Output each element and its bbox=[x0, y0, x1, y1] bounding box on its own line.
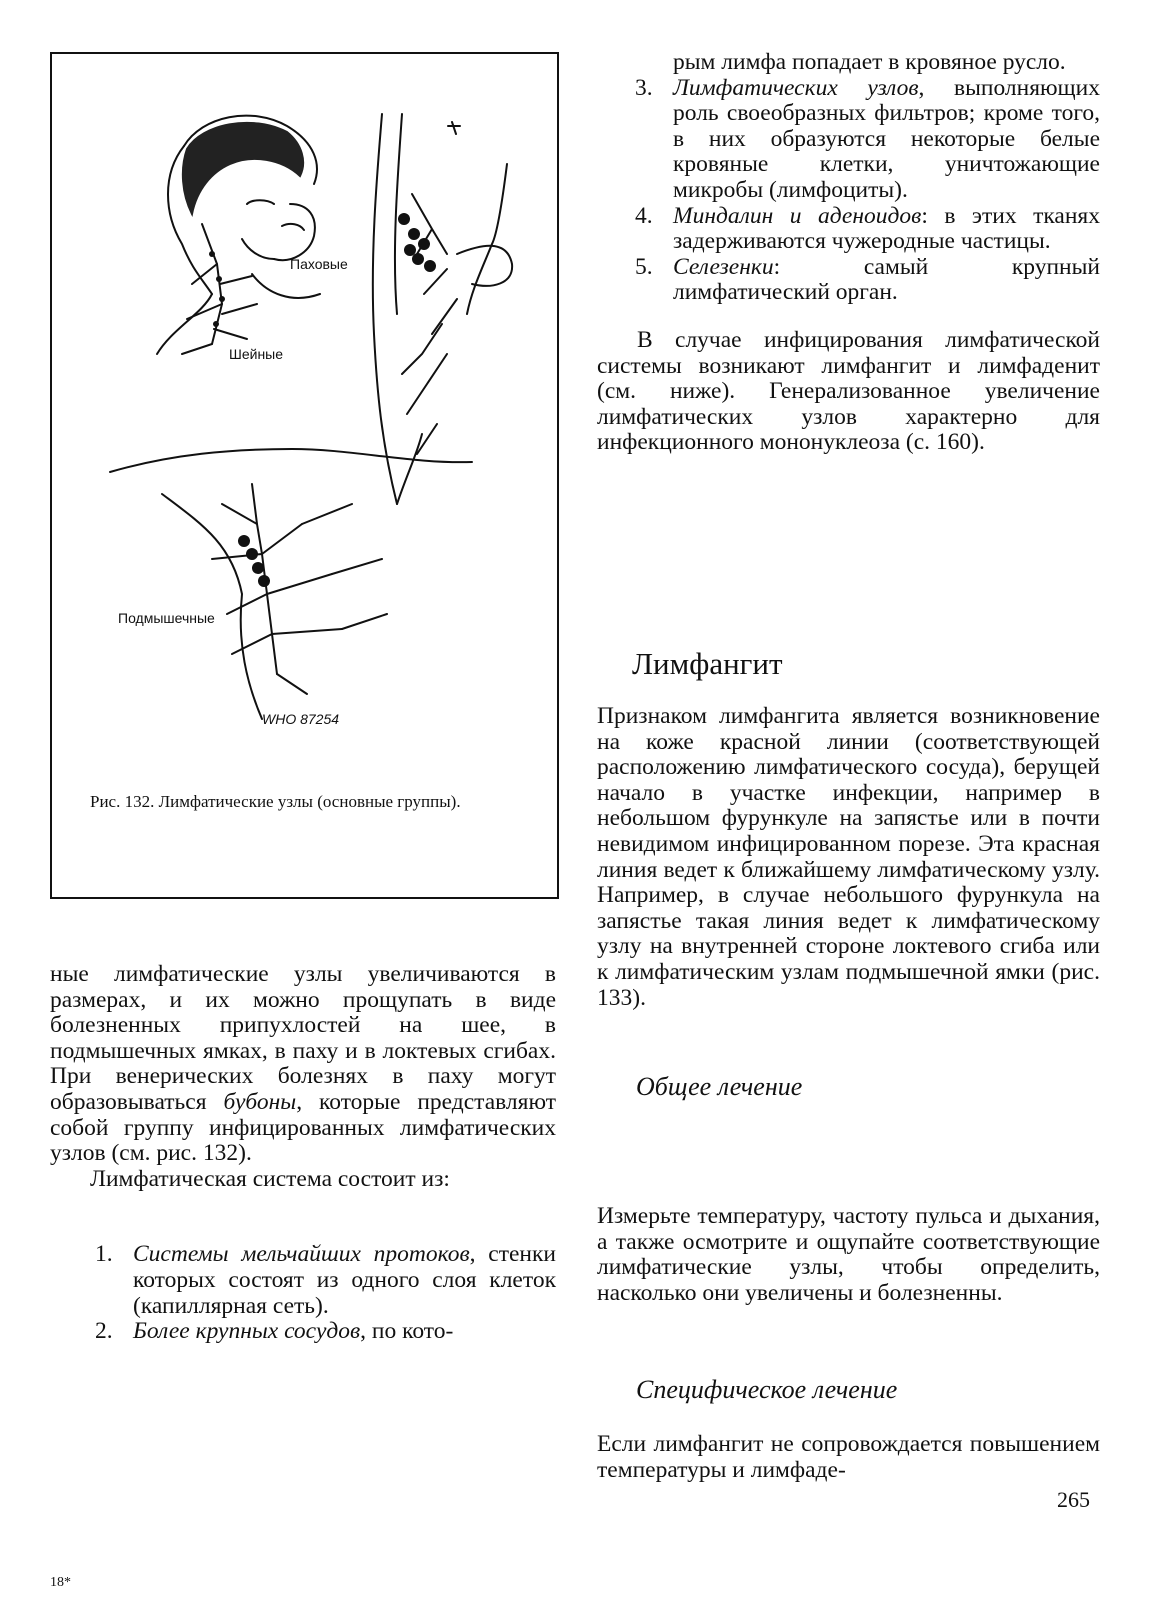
paragraph-specific-treatment: Если лимфангит не сопровождается повышением температуры и лимфаде- bbox=[597, 1431, 1100, 1483]
lymph-nodes-illustration bbox=[52, 54, 557, 897]
label-source: WHO 87254 bbox=[262, 711, 340, 727]
heading-lymphangitis: Лимфангит bbox=[632, 646, 783, 681]
list-item: 5. Селезенки: самый крупный лимфатический орган. bbox=[635, 253, 1100, 306]
figure-caption: Рис. 132. Лимфатические узлы (основные группы). bbox=[90, 792, 461, 811]
right-column-top bbox=[597, 50, 1100, 456]
paragraph-lymphangitis: Признаком лимфангита является возникновение на коже красной линии (соответствующей расположению лимфатического сосуда), берущей начало в участке инфекции, например в небольшом фурункуле на запястье или в почти невидимом инфицированном порезе. Эта красная линия ведет к ближайшему лимфатическому узлу. Например, в случае небольшого фурункула на запястье такая линия ведет к лимфатическому узлу на внутренней стороне локтевого сгиба или к лимфатическим узлам подмышечной ямки (рис. 133). bbox=[597, 703, 1100, 1011]
list-item: 3. Лимфатических узлов, выполняющих роль своеобразных фильтров; кроме того, в них образуются некоторые белые кровяные клетки, уничтожающие микробы (лимфоциты). bbox=[635, 74, 1100, 203]
paragraph-lymph-nodes: ные лимфатические узлы увеличиваются в размерах, и их можно прощупать в виде болезненных припухлостей на шее, в подмышечных ямках, в паху и в локтевых сгибах. При венерических болезнях в паху могут образовываться бубоны, которые представляют собой группу инфицированных лимфатических узлов (см. рис. 132). bbox=[50, 961, 556, 1167]
list-item: 4. Миндалин и аденоидов: в этих тканях задерживаются чужеродные частицы. bbox=[635, 202, 1100, 255]
label-armpit: Подмышечные bbox=[118, 610, 215, 626]
continuation-line: рым лимфа попадает в кровяное русло. bbox=[673, 49, 1066, 75]
list-item: 1. Системы мельчайших протоков, стенки которых состоят из одного слоя клеток (капиллярная сеть). bbox=[95, 1241, 556, 1319]
figure-box bbox=[50, 52, 559, 899]
left-column-bottom bbox=[50, 962, 556, 1345]
subheading-specific-treatment: Специфическое лечение bbox=[636, 1375, 898, 1404]
label-neck: Шейные bbox=[229, 346, 284, 362]
signature-mark: 18* bbox=[50, 1575, 71, 1590]
paragraph-general-treatment: Измерьте температуру, частоту пульса и дыхания, а также осмотрите и ощупайте соответствующие лимфатические узлы, чтобы определить, насколько они увеличены и болезненны. bbox=[597, 1203, 1100, 1306]
page-number: 265 bbox=[1057, 1487, 1090, 1512]
arm-outline bbox=[373, 114, 397, 504]
label-groin: Паховые bbox=[290, 256, 348, 272]
paragraph-infection: В случае инфицирования лимфатической системы возникают лимфангит и лимфаденит (см. ниже). Генерализованное увеличение лимфатических узлов характерно для инфекционного мононуклеоза (с. 160). bbox=[597, 326, 1100, 456]
subheading-general-treatment: Общее лечение bbox=[636, 1072, 803, 1101]
list-item: 2. Более крупных сосудов, по кото- bbox=[95, 1318, 454, 1345]
paragraph-system-intro: Лимфатическая система состоит из: bbox=[90, 1165, 450, 1192]
